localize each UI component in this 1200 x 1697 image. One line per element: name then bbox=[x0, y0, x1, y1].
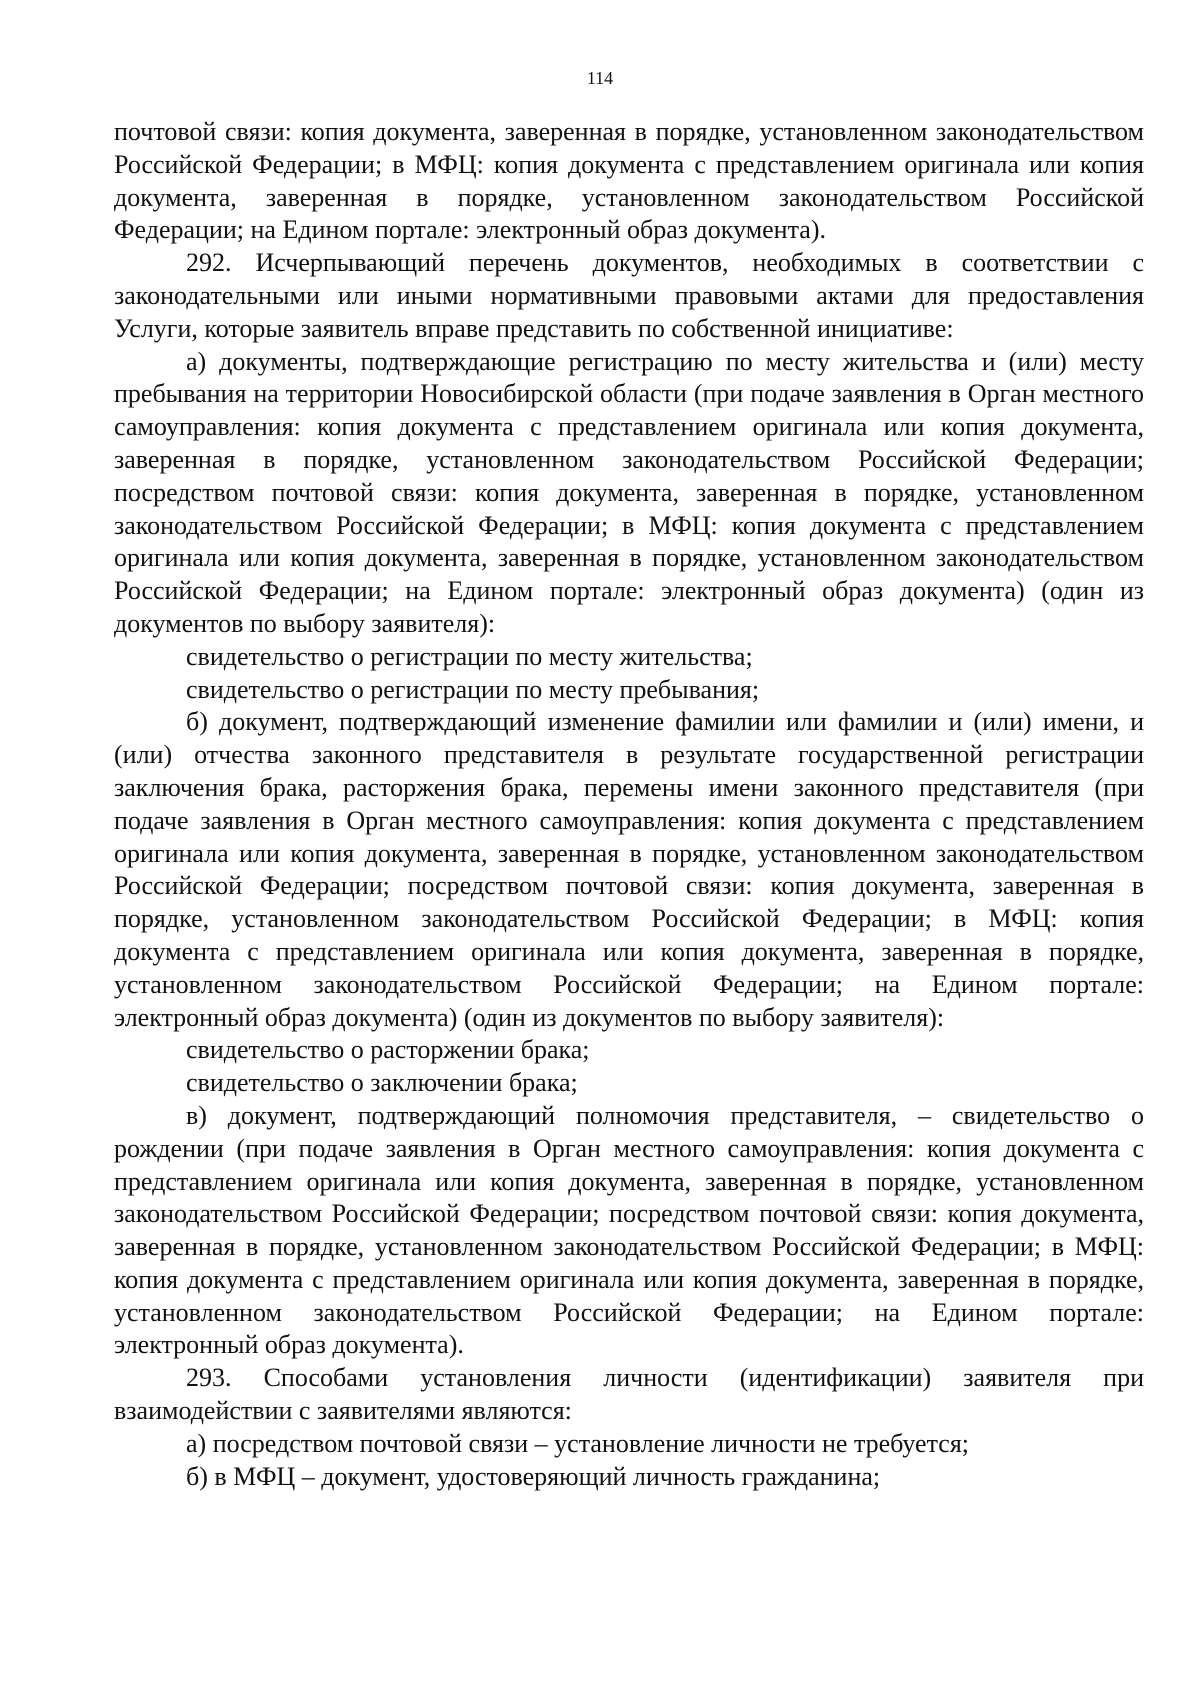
list-item-stay-certificate: свидетельство о регистрации по месту пребывания; bbox=[186, 674, 760, 704]
paragraph-293: 293. Способами установления личности (идентификации) заявителя при взаимодействии с заявителями являются: bbox=[114, 1363, 1144, 1426]
list-item-residence-certificate: свидетельство о регистрации по месту жительства; bbox=[186, 641, 753, 671]
paragraph-continuation: почтовой связи: копия документа, заверенная в порядке, установленном законодательством Российской Федерации; в МФЦ: копия документа с представлением оригинала или копия документа, заверенная в порядке, установленном законодательством Российской Федерации; на Едином портале: электронный образ документа). bbox=[114, 117, 1144, 245]
paragraph-292-b: б) документ, подтверждающий изменение фамилии или фамилии и (или) имени, и (или) отчества законного представителя в результате государственной регистрации заключения брака, расторжения брака, перемены имени законного представителя (при подаче заявления в Орган местного самоуправления: копия документа с представлением оригинала или копия документа, заверенная в порядке, установленном законодательством Российской Федерации; посредством почтовой связи: копия документа, заверенная в порядке, установленном законодательством Российской Федерации; в МФЦ: копия документа с представлением оригинала или копия документа, заверенная в порядке, установленном законодательством Российской Федерации; на Едином портале: электронный образ документа) (один из документов по выбору заявителя): bbox=[114, 707, 1144, 1032]
list-item-marriage-certificate: свидетельство о заключении брака; bbox=[186, 1068, 578, 1098]
paragraph-292-v: в) документ, подтверждающий полномочия представителя, – свидетельство о рождении (при подаче заявления в Орган местного самоуправления: копия документа с представлением оригинала или копия документа, заверенная в порядке, установленном законодательством Российской Федерации; посредством почтовой связи: копия документа, заверенная в порядке, установленном законодательством Российской Федерации; в МФЦ: копия документа с представлением оригинала или копия документа, заверенная в порядке, установленном законодательством Российской Федерации; на Едином портале: электронный образ документа). bbox=[114, 1100, 1144, 1360]
paragraph-293-b: б) в МФЦ – документ, удостоверяющий личность гражданина; bbox=[186, 1461, 881, 1491]
paragraph-293-a: а) посредством почтовой связи – установление личности не требуется; bbox=[186, 1428, 969, 1458]
document-body bbox=[114, 116, 1144, 1493]
paragraph-292-a: а) документы, подтверждающие регистрацию по месту жительства и (или) месту пребывания на территории Новосибирской области (при подаче заявления в Орган местного самоуправления: копия документа с представлением оригинала или копия документа, заверенная в порядке, установленном законодательством Российской Федерации; посредством почтовой связи: копия документа, заверенная в порядке, установленном законодательством Российской Федерации; в МФЦ: копия документа с представлением оригинала или копия документа, заверенная в порядке, установленном законодательством Российской Федерации; на Едином портале: электронный образ документа) (один из документов по выбору заявителя): bbox=[114, 346, 1144, 638]
page-number: 114 bbox=[586, 68, 614, 88]
list-item-divorce-certificate: свидетельство о расторжении брака; bbox=[186, 1035, 590, 1065]
paragraph-292: 292. Исчерпывающий перечень документов, необходимых в соответствии с законодательными или иными нормативными правовыми актами для предоставления Услуги, которые заявитель вправе представить по собственной инициативе: bbox=[114, 248, 1144, 343]
